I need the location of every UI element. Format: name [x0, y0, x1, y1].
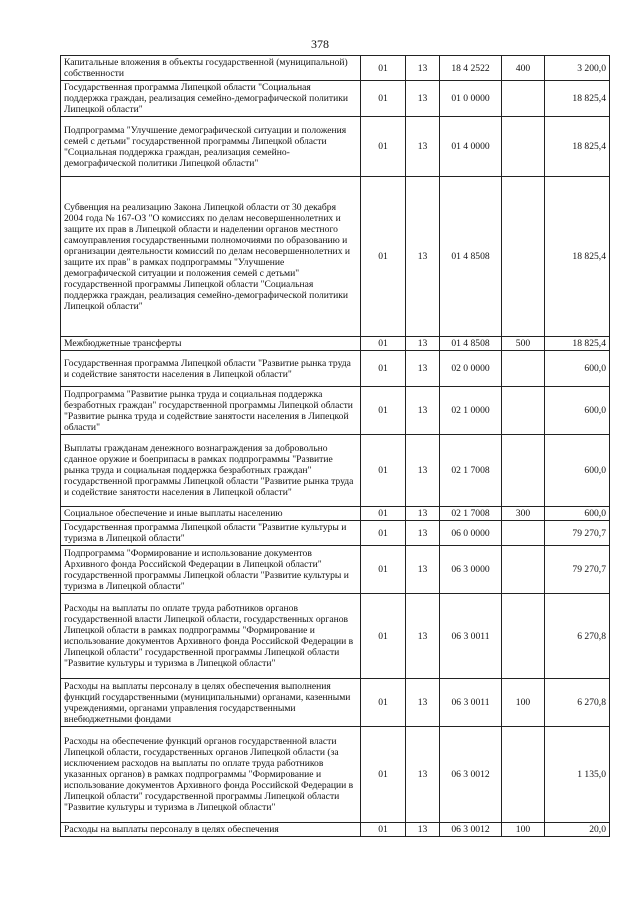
row-target-code: 06 3 0011: [440, 679, 502, 727]
row-section-code: 13: [406, 81, 440, 117]
row-expense-type: 400: [502, 56, 545, 81]
row-section-code: 13: [406, 56, 440, 81]
row-expense-type: [502, 435, 545, 507]
table-row: [61, 823, 610, 837]
row-description: Государственная программа Липецкой области "Развитие культуры и туризма в Липецкой области": [61, 521, 361, 546]
row-section-code: 13: [406, 823, 440, 837]
row-section-code: 13: [406, 177, 440, 337]
table-row: [61, 177, 610, 337]
row-description: Выплаты гражданам денежного вознаграждения за добровольно сданное оружие и боеприпасы в рамках подпрограммы "Развитие рынка труда и социальная поддержка безработных граждан" государственной программы Липецкой области "Развитие рынка труда и содействие занятости населения в Липецкой области": [61, 435, 361, 507]
table-row: [61, 351, 610, 387]
row-description: Расходы на выплаты по оплате труда работников органов государственной власти Липецкой области, государственных органов Липецкой области в рамках подпрограммы "Формирование и использование документов Архивного фонда Российской Федерации в Липецкой области" государственной программы Липецкой области "Развитие культуры и туризма в Липецкой области": [61, 594, 361, 679]
row-expense-type: 300: [502, 507, 545, 521]
row-amount: 18 825,4: [545, 117, 610, 177]
row-ved-code: 01: [361, 679, 406, 727]
row-ved-code: 01: [361, 507, 406, 521]
budget-table-body: [61, 56, 610, 837]
row-amount: 18 825,4: [545, 81, 610, 117]
row-target-code: 18 4 2522: [440, 56, 502, 81]
row-section-code: 13: [406, 337, 440, 351]
table-row: [61, 727, 610, 823]
table-row: [61, 594, 610, 679]
row-expense-type: [502, 521, 545, 546]
row-expense-type: [502, 117, 545, 177]
row-amount: 6 270,8: [545, 679, 610, 727]
row-expense-type: [502, 351, 545, 387]
row-ved-code: 01: [361, 117, 406, 177]
row-expense-type: 100: [502, 823, 545, 837]
row-amount: 600,0: [545, 507, 610, 521]
row-ved-code: 01: [361, 521, 406, 546]
page-number: 378: [311, 37, 329, 51]
row-target-code: 01 0 0000: [440, 81, 502, 117]
row-ved-code: 01: [361, 351, 406, 387]
table-row: [61, 507, 610, 521]
table-row: [61, 337, 610, 351]
row-target-code: 01 4 8508: [440, 177, 502, 337]
row-description: Капитальные вложения в объекты государственной (муниципальной) собственности: [61, 56, 361, 81]
row-expense-type: [502, 594, 545, 679]
row-section-code: 13: [406, 521, 440, 546]
row-amount: 6 270,8: [545, 594, 610, 679]
row-section-code: 13: [406, 679, 440, 727]
row-description: Государственная программа Липецкой области "Развитие рынка труда и содействие занятости населения в Липецкой области": [61, 351, 361, 387]
row-target-code: 01 4 0000: [440, 117, 502, 177]
row-amount: 18 825,4: [545, 337, 610, 351]
row-target-code: 06 3 0011: [440, 594, 502, 679]
row-section-code: 13: [406, 387, 440, 435]
row-description: Подпрограмма "Развитие рынка труда и социальная поддержка безработных граждан" государственной программы Липецкой области "Развитие рынка труда и содействие занятости населения в Липецкой области": [61, 387, 361, 435]
row-expense-type: 500: [502, 337, 545, 351]
row-description: Расходы на обеспечение функций органов государственной власти Липецкой области, государственных органов Липецкой области (за исключением расходов на выплаты по оплате труда работников указанных органов) в рамках подпрограммы "Формирование и использование документов Архивного фонда Российской Федерации в Липецкой области" государственной программы Липецкой области "Развитие культуры и туризма в Липецкой области": [61, 727, 361, 823]
row-target-code: 06 3 0000: [440, 546, 502, 594]
row-target-code: 06 3 0012: [440, 823, 502, 837]
row-target-code: 02 0 0000: [440, 351, 502, 387]
table-row: [61, 117, 610, 177]
row-section-code: 13: [406, 546, 440, 594]
row-ved-code: 01: [361, 594, 406, 679]
row-target-code: 06 0 0000: [440, 521, 502, 546]
row-ved-code: 01: [361, 435, 406, 507]
row-ved-code: 01: [361, 727, 406, 823]
row-ved-code: 01: [361, 337, 406, 351]
table-row: [61, 56, 610, 81]
row-expense-type: [502, 546, 545, 594]
row-ved-code: 01: [361, 81, 406, 117]
row-ved-code: 01: [361, 177, 406, 337]
row-description: Субвенция на реализацию Закона Липецкой области от 30 декабря 2004 года № 167-ОЗ "О комиссиях по делам несовершеннолетних и защите их прав в Липецкой области и наделении органов местного самоуправления государственными полномочиями по образованию и организации деятельности комиссий по делам несовершеннолетних и защите их прав" в рамках подпрограммы "Улучшение демографической ситуации и положения семей с детьми" государственной программы Липецкой области "Социальная поддержка граждан, реализация семейно-демографической политики Липецкой области": [61, 177, 361, 337]
row-target-code: 01 4 8508: [440, 337, 502, 351]
row-ved-code: 01: [361, 546, 406, 594]
row-section-code: 13: [406, 351, 440, 387]
row-target-code: 02 1 0000: [440, 387, 502, 435]
row-expense-type: [502, 177, 545, 337]
row-ved-code: 01: [361, 823, 406, 837]
row-amount: 1 135,0: [545, 727, 610, 823]
row-ved-code: 01: [361, 56, 406, 81]
row-expense-type: [502, 81, 545, 117]
row-expense-type: [502, 727, 545, 823]
row-amount: 3 200,0: [545, 56, 610, 81]
row-expense-type: 100: [502, 679, 545, 727]
table-row: [61, 546, 610, 594]
row-description: Подпрограмма "Формирование и использование документов Архивного фонда Российской Федерации в Липецкой области" государственной программы Липецкой области "Развитие культуры и туризма в Липецкой области": [61, 546, 361, 594]
table-row: [61, 679, 610, 727]
row-description: Государственная программа Липецкой области "Социальная поддержка граждан, реализация семейно-демографической политики Липецкой области": [61, 81, 361, 117]
budget-table: [60, 55, 610, 837]
row-description: Подпрограмма "Улучшение демографической ситуации и положения семей с детьми" государственной программы Липецкой области "Социальная поддержка граждан, реализация семейно-демографической политики Липецкой области": [61, 117, 361, 177]
row-description: Социальное обеспечение и иные выплаты населению: [61, 507, 361, 521]
row-section-code: 13: [406, 507, 440, 521]
row-section-code: 13: [406, 727, 440, 823]
row-ved-code: 01: [361, 387, 406, 435]
row-amount: 79 270,7: [545, 521, 610, 546]
row-amount: 79 270,7: [545, 546, 610, 594]
row-description: Расходы на выплаты персоналу в целях обеспечения: [61, 823, 361, 837]
row-description: Межбюджетные трансферты: [61, 337, 361, 351]
row-section-code: 13: [406, 435, 440, 507]
row-section-code: 13: [406, 594, 440, 679]
row-amount: 18 825,4: [545, 177, 610, 337]
row-target-code: 02 1 7008: [440, 435, 502, 507]
row-expense-type: [502, 387, 545, 435]
table-row: [61, 387, 610, 435]
row-amount: 20,0: [545, 823, 610, 837]
row-amount: 600,0: [545, 351, 610, 387]
table-row: [61, 81, 610, 117]
row-target-code: 02 1 7008: [440, 507, 502, 521]
table-row: [61, 435, 610, 507]
row-amount: 600,0: [545, 435, 610, 507]
table-row: [61, 521, 610, 546]
row-description: Расходы на выплаты персоналу в целях обеспечения выполнения функций государственными (муниципальными) органами, казенными учреждениями, органами управления государственными внебюджетными фондами: [61, 679, 361, 727]
row-target-code: 06 3 0012: [440, 727, 502, 823]
row-section-code: 13: [406, 117, 440, 177]
row-amount: 600,0: [545, 387, 610, 435]
